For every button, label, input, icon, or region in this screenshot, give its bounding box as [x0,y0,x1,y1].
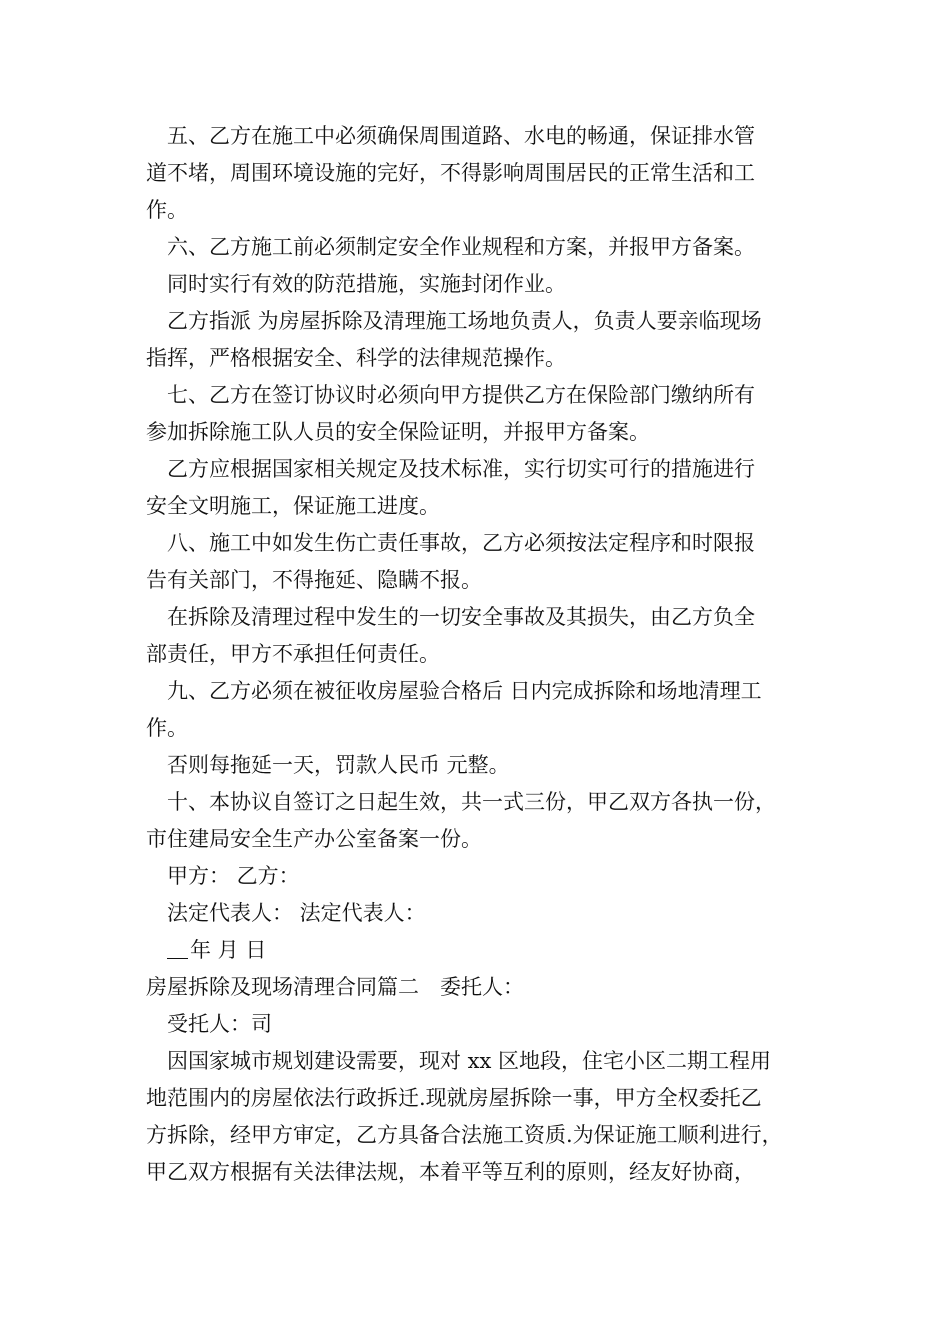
text-line: 乙方指派 为房屋拆除及清理施工场地负责人，负责人要亲临现场 [167,309,762,333]
document-body [146,118,816,1191]
text-line: 部责任，甲方不承担任何责任。 [146,642,440,666]
text-line: 五、乙方在施工中必须确保周围道路、水电的畅通，保证排水管 [167,124,755,148]
text-line: 指挥，严格根据安全、科学的法律规范操作。 [146,346,566,370]
text-line: 作。 [146,716,188,740]
text-line: 否则每拖延一天，罚款人民币 元整。 [167,753,510,777]
text-line: 告有关部门，不得拖延、隐瞒不报。 [146,568,482,592]
text-line: 方拆除，经甲方审定，乙方具备合法施工资质.为保证施工顺利进行， [146,1123,783,1147]
blank-underline [167,936,188,959]
text-line: 在拆除及清理过程中发生的一切安全事故及其损失，由乙方负全 [167,605,755,629]
text-line: 受托人：司 [167,1012,272,1036]
text-line: 地范围内的房屋依法行政拆迁.现就房屋拆除一事，甲方全权委托乙 [146,1086,762,1110]
text-line: 因国家城市规划建设需要，现对 xx 区地段，住宅小区二期工程用 [167,1049,772,1073]
text-line: 参加拆除施工队人员的安全保险证明，并报甲方备案。 [146,420,650,444]
signature-parties-line: 甲方： 乙方： [167,864,300,888]
text-line: 九、乙方必须在被征收房屋验合格后 日内完成拆除和场地清理工 [167,679,762,703]
text-line: 十、本协议自签订之日起生效，共一式三份，甲乙双方各执一份， [167,790,776,814]
text-line: 市住建局安全生产办公室备案一份。 [146,827,482,851]
text-line: 甲乙双方根据有关法律法规，本着平等互利的原则，经友好协商， [146,1160,755,1184]
text-line: 同时实行有效的防范措施，实施封闭作业。 [167,272,566,296]
text-line: 六、乙方施工前必须制定安全作业规程和方案，并报甲方备案。 [167,235,755,259]
text-line: 七、乙方在签订协议时必须向甲方提供乙方在保险部门缴纳所有 [167,383,755,407]
text-line: 安全文明施工，保证施工进度。 [146,494,440,518]
text-line: 八、施工中如发生伤亡责任事故，乙方必须按法定程序和时限报 [167,531,755,555]
text-line: 道不堵，周围环境设施的完好，不得影响周围居民的正常生活和工 [146,161,755,185]
text-line: 乙方应根据国家相关规定及技术标准，实行切实可行的措施进行 [167,457,755,481]
date-text: 年 月 日 [190,938,267,962]
text-line: 作。 [146,198,188,222]
legal-representative-line: 法定代表人： 法定代表人： [167,901,426,925]
date-line [146,932,816,969]
section-heading: 房屋拆除及现场清理合同篇二 委托人： [146,975,524,999]
